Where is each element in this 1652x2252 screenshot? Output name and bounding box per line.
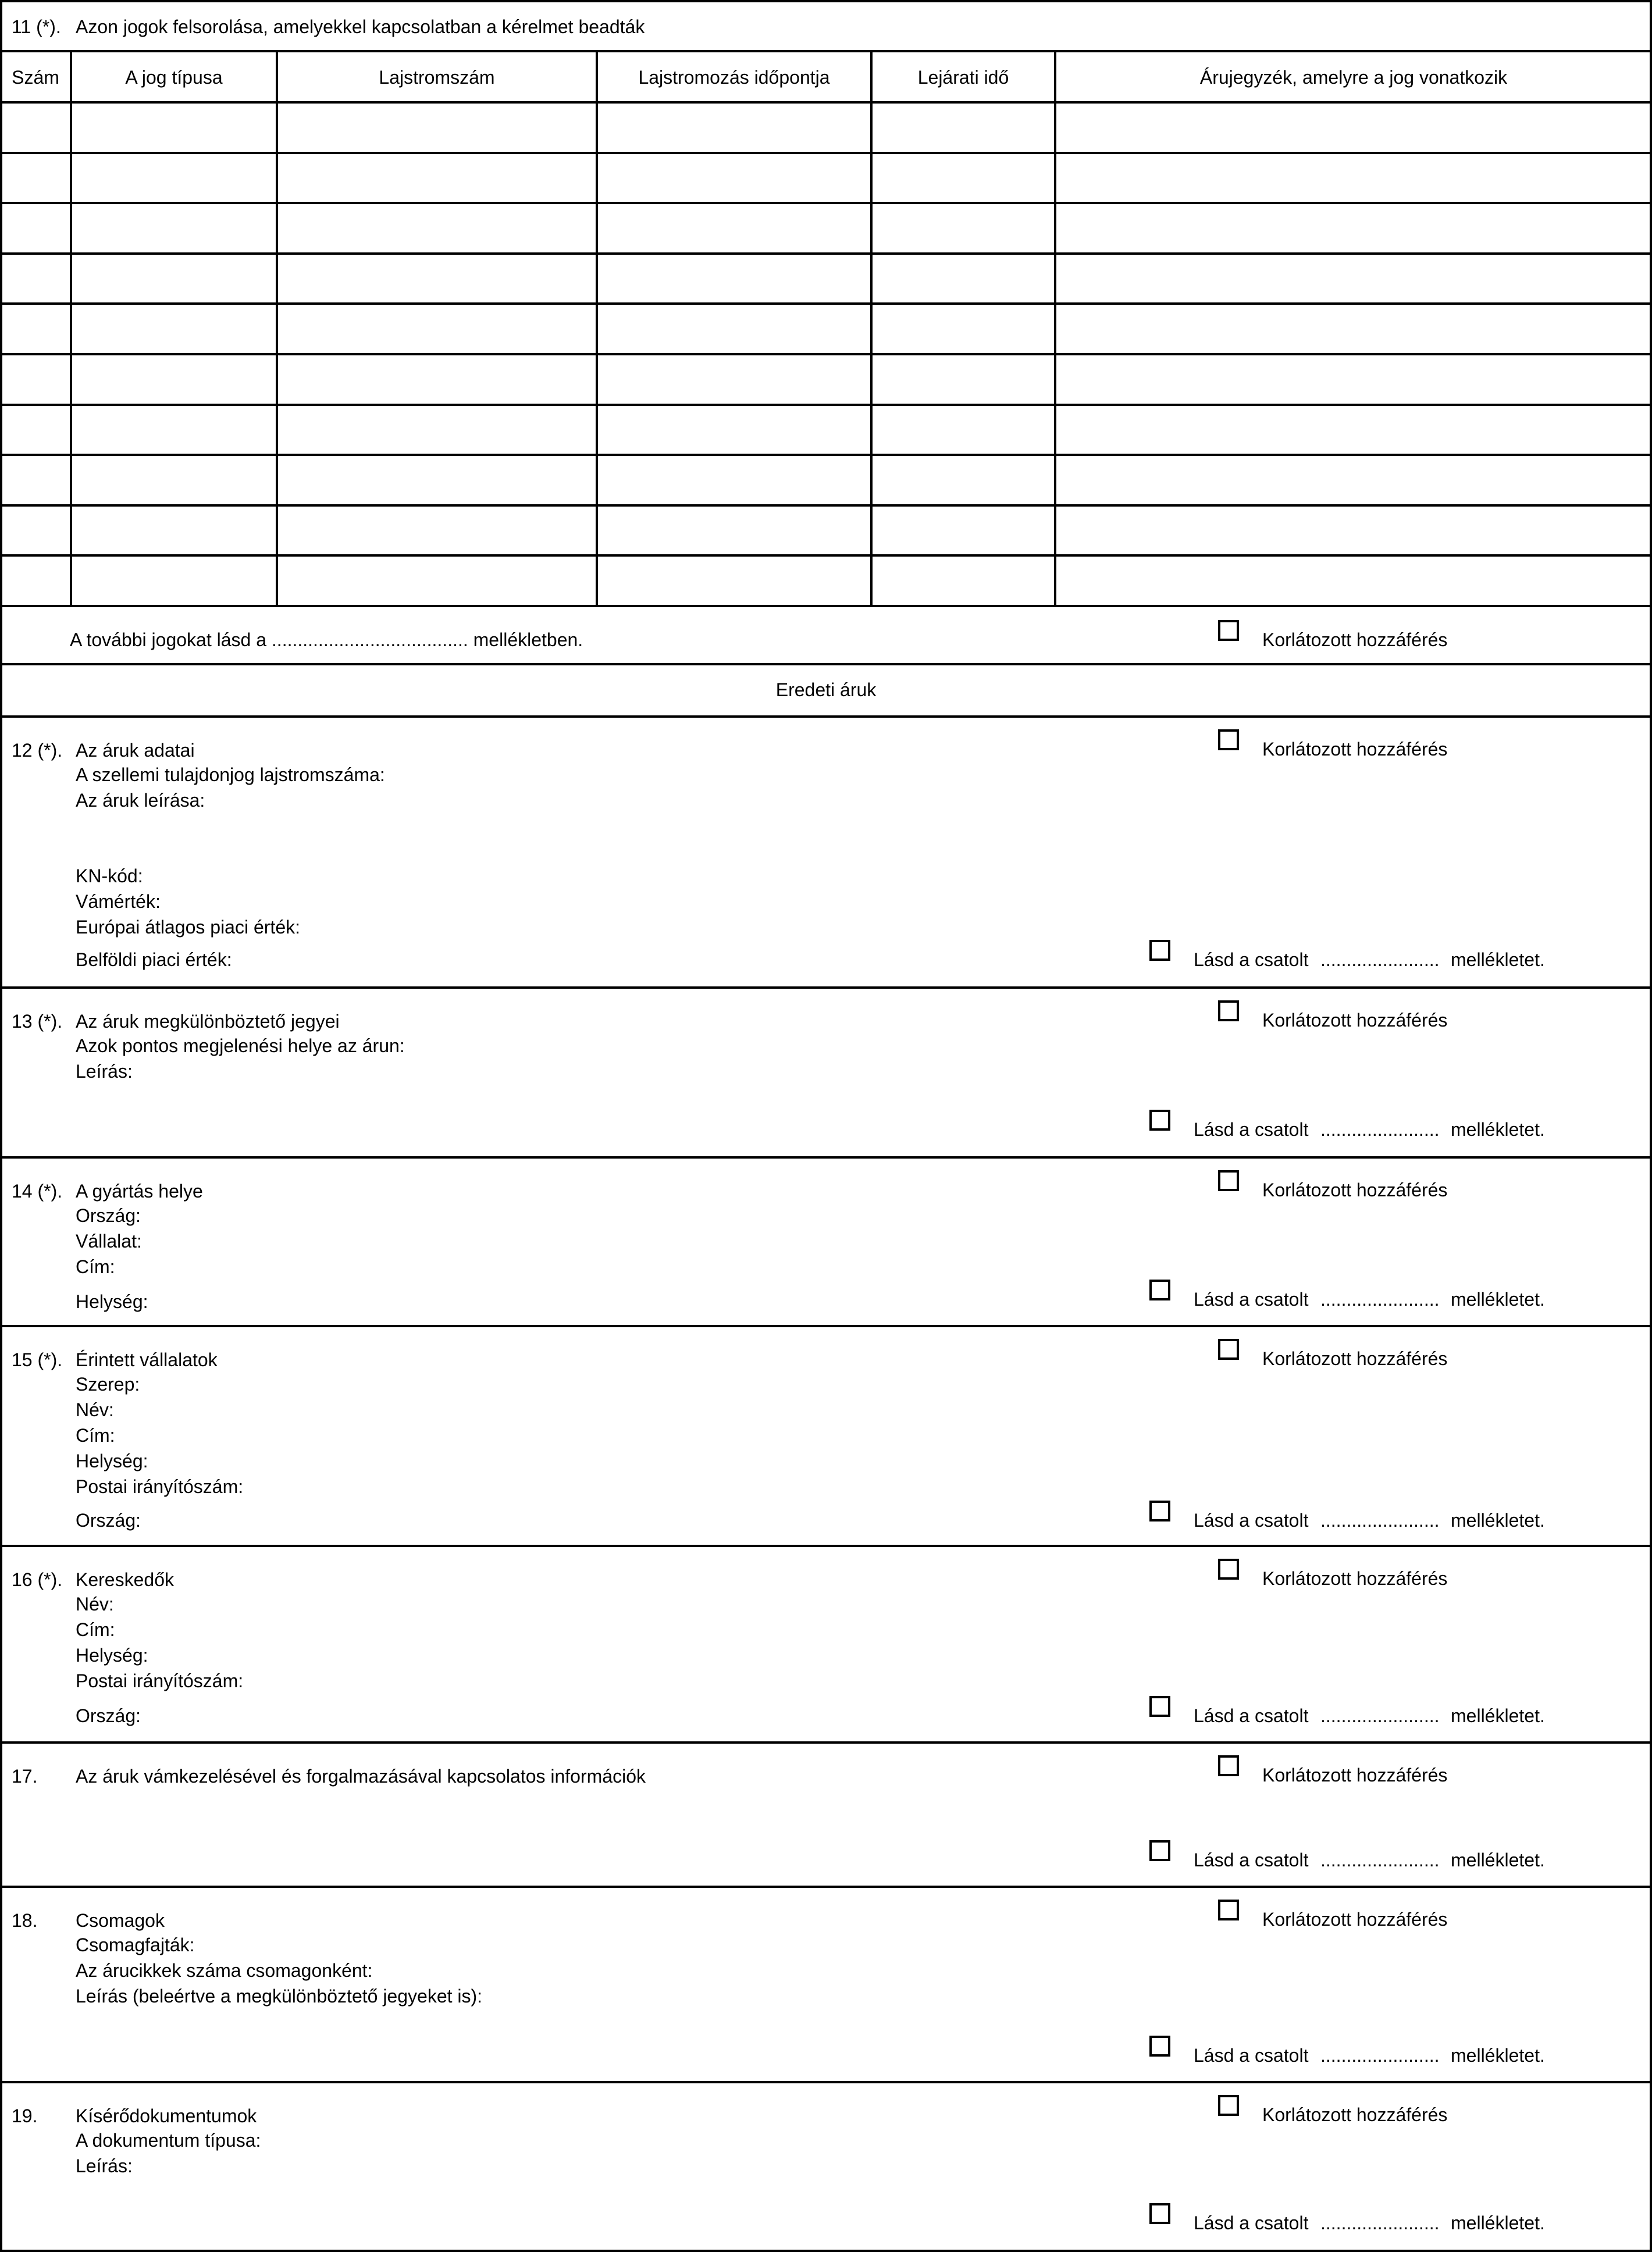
section-18-field-label: Csomagfajták: — [76, 1934, 195, 1955]
table-row — [0, 153, 1652, 203]
section-14-number: 14 (*). — [12, 1181, 63, 1202]
section-14-field-label: Vállalat: — [76, 1231, 142, 1252]
section-15-field-label: Postai irányítószám: — [76, 1476, 244, 1497]
further-rights-text: A további jogokat lásd a ...................................... mellékletben. — [70, 629, 583, 650]
section-16-field-label: Postai irányítószám: — [76, 1670, 244, 1691]
section-19-title: Kísérődokumentumok — [76, 2105, 257, 2126]
attached-annex-checkbox-12[interactable] — [1149, 940, 1170, 961]
restricted-access-checkbox-13[interactable] — [1218, 1000, 1239, 1021]
col-header-registration-date: Lajstromozás időpontja — [638, 66, 830, 88]
attached-annex-checkbox-18[interactable] — [1149, 2036, 1170, 2057]
section-15-field-label: Szerep: — [76, 1374, 140, 1395]
restricted-access-label-13: Korlátozott hozzáférés — [1262, 1010, 1448, 1031]
horizontal-rule — [0, 454, 1651, 456]
horizontal-rule — [0, 1886, 1651, 1888]
section-12-field-label: Európai átlagos piaci érték: — [76, 917, 300, 938]
horizontal-rule — [0, 302, 1651, 305]
horizontal-rule — [0, 663, 1651, 665]
section-12-field-label: Vámérték: — [76, 891, 161, 912]
restricted-access-label-12: Korlátozott hozzáférés — [1262, 739, 1448, 760]
restricted-access-checkbox-19[interactable] — [1218, 2095, 1239, 2116]
attached-annex-suffix-16: mellékletet. — [1451, 1705, 1545, 1726]
horizontal-rule — [0, 1156, 1651, 1159]
section-12-field-label: Belföldi piaci érték: — [76, 949, 232, 970]
section-14-title: A gyártás helye — [76, 1181, 203, 1202]
horizontal-rule — [0, 353, 1651, 355]
attached-annex-suffix-15: mellékletet. — [1451, 1510, 1545, 1531]
attached-annex-suffix-12: mellékletet. — [1451, 949, 1545, 970]
table-row — [0, 505, 1652, 555]
attached-annex-prefix-12: Lásd a csatolt — [1194, 949, 1309, 970]
col-header-right-type: A jog típusa — [125, 66, 223, 88]
attached-annex-suffix-17: mellékletet. — [1451, 1850, 1545, 1870]
attached-annex-suffix-13: mellékletet. — [1451, 1119, 1545, 1140]
section-15-field-label: Cím: — [76, 1425, 115, 1446]
attached-annex-checkbox-13[interactable] — [1149, 1110, 1170, 1131]
attached-annex-checkbox-14[interactable] — [1149, 1280, 1170, 1300]
horizontal-rule — [0, 504, 1651, 507]
attached-annex-checkbox-16[interactable] — [1149, 1696, 1170, 1717]
section-15-title: Érintett vállalatok — [76, 1349, 218, 1370]
restricted-access-label-19: Korlátozott hozzáférés — [1262, 2104, 1448, 2125]
table-row — [0, 304, 1652, 354]
attached-annex-dots-14: ....................... — [1320, 1289, 1440, 1310]
section-13-field-label: Leírás: — [76, 1061, 133, 1082]
section-13-number: 13 (*). — [12, 1011, 63, 1032]
horizontal-rule — [0, 715, 1651, 718]
section-15-field-label: Ország: — [76, 1510, 141, 1531]
restricted-access-label-17: Korlátozott hozzáférés — [1262, 1765, 1448, 1786]
table-row — [0, 203, 1652, 253]
table-row — [0, 354, 1652, 404]
restricted-access-checkbox-17[interactable] — [1218, 1755, 1239, 1776]
section-15-field-label: Név: — [76, 1399, 114, 1420]
col-header-number: Szám — [12, 66, 59, 88]
attached-annex-dots-18: ....................... — [1320, 2045, 1440, 2066]
restricted-access-label-18: Korlátozott hozzáférés — [1262, 1909, 1448, 1930]
attached-annex-prefix-17: Lásd a csatolt — [1194, 1850, 1309, 1870]
horizontal-rule — [0, 1325, 1651, 1327]
attached-annex-prefix-19: Lásd a csatolt — [1194, 2212, 1309, 2233]
section-11-title: Azon jogok felsorolása, amelyekkel kapcsolatban a kérelmet beadták — [76, 16, 645, 37]
horizontal-rule — [0, 554, 1651, 557]
section-16-field-label: Cím: — [76, 1619, 115, 1640]
restricted-access-label-14: Korlátozott hozzáférés — [1262, 1180, 1448, 1200]
horizontal-rule — [0, 101, 1651, 104]
attached-annex-dots-16: ....................... — [1320, 1705, 1440, 1726]
attached-annex-prefix-18: Lásd a csatolt — [1194, 2045, 1309, 2066]
restricted-access-label-11: Korlátozott hozzáférés — [1262, 629, 1448, 650]
restricted-access-label-15: Korlátozott hozzáférés — [1262, 1348, 1448, 1369]
section-15-number: 15 (*). — [12, 1349, 63, 1370]
horizontal-rule — [0, 152, 1651, 154]
horizontal-rule — [0, 404, 1651, 406]
section-16-title: Kereskedők — [76, 1569, 174, 1590]
section-16-number: 16 (*). — [12, 1569, 63, 1590]
attached-annex-prefix-13: Lásd a csatolt — [1194, 1119, 1309, 1140]
horizontal-rule — [0, 252, 1651, 255]
attached-annex-suffix-19: mellékletet. — [1451, 2212, 1545, 2233]
section-15-field-label: Helység: — [76, 1451, 148, 1471]
restricted-access-checkbox-11[interactable] — [1218, 620, 1239, 641]
section-12-number: 12 (*). — [12, 740, 63, 761]
section-14-field-label: Helység: — [76, 1291, 148, 1312]
section-14-field-label: Ország: — [76, 1205, 141, 1226]
section-18-title: Csomagok — [76, 1910, 165, 1931]
attached-annex-dots-17: ....................... — [1320, 1850, 1440, 1870]
horizontal-rule — [0, 2081, 1651, 2083]
section-19-field-label: Leírás: — [76, 2155, 133, 2176]
attached-annex-suffix-14: mellékletet. — [1451, 1289, 1545, 1310]
section-13-title: Az áruk megkülönböztető jegyei — [76, 1011, 340, 1032]
col-header-goods-list: Árujegyzék, amelyre a jog vonatkozik — [1199, 66, 1508, 88]
section-12-field-label: KN-kód: — [76, 865, 143, 886]
col-header-expiry: Lejárati idő — [917, 66, 1009, 88]
attached-annex-dots-12: ....................... — [1320, 949, 1440, 970]
col-header-registration-number: Lajstromszám — [379, 66, 495, 88]
restricted-access-checkbox-14[interactable] — [1218, 1170, 1239, 1191]
attached-annex-checkbox-17[interactable] — [1149, 1840, 1170, 1861]
section-19-field-label: A dokumentum típusa: — [76, 2130, 261, 2151]
horizontal-rule — [0, 1741, 1651, 1744]
attached-annex-dots-19: ....................... — [1320, 2212, 1440, 2233]
horizontal-rule — [0, 202, 1651, 204]
table-row — [0, 555, 1652, 605]
section-18-number: 18. — [12, 1910, 38, 1931]
restricted-access-label-16: Korlátozott hozzáférés — [1262, 1568, 1448, 1589]
section-17-number: 17. — [12, 1766, 38, 1787]
attached-annex-prefix-16: Lásd a csatolt — [1194, 1705, 1309, 1726]
table-row — [0, 455, 1652, 505]
horizontal-rule — [0, 605, 1651, 607]
horizontal-rule — [0, 50, 1651, 52]
section-17-title: Az áruk vámkezelésével és forgalmazásával kapcsolatos információk — [76, 1766, 646, 1787]
section-19-number: 19. — [12, 2105, 38, 2126]
attached-annex-suffix-18: mellékletet. — [1451, 2045, 1545, 2066]
table-row — [0, 102, 1652, 152]
section-16-field-label: Név: — [76, 1594, 114, 1615]
section-12-field-label: Az áruk leírása: — [76, 790, 205, 811]
attached-annex-dots-15: ....................... — [1320, 1510, 1440, 1531]
section-12-field-label: A szellemi tulajdonjog lajstromszáma: — [76, 764, 385, 785]
original-goods-heading: Eredeti áruk — [775, 679, 877, 700]
section-13-field-label: Azok pontos megjelenési helye az árun: — [76, 1035, 405, 1056]
restricted-access-checkbox-16[interactable] — [1218, 1559, 1239, 1580]
section-12-title: Az áruk adatai — [76, 740, 195, 761]
table-row — [0, 405, 1652, 455]
restricted-access-checkbox-15[interactable] — [1218, 1339, 1239, 1360]
table-row — [0, 254, 1652, 304]
section-18-field-label: Leírás (beleértve a megkülönböztető jegyeket is): — [76, 1986, 483, 2007]
section-11-number: 11 (*). — [12, 16, 61, 37]
horizontal-rule — [0, 986, 1651, 989]
section-16-field-label: Ország: — [76, 1705, 141, 1726]
attached-annex-prefix-14: Lásd a csatolt — [1194, 1289, 1309, 1310]
section-14-field-label: Cím: — [76, 1256, 115, 1277]
attached-annex-dots-13: ....................... — [1320, 1119, 1440, 1140]
attached-annex-checkbox-19[interactable] — [1149, 2203, 1170, 2224]
attached-annex-checkbox-15[interactable] — [1149, 1501, 1170, 1521]
restricted-access-checkbox-12[interactable] — [1218, 729, 1239, 750]
section-18-field-label: Az árucikkek száma csomagonként: — [76, 1960, 373, 1981]
horizontal-rule — [0, 1545, 1651, 1547]
section-16-field-label: Helység: — [76, 1645, 148, 1666]
restricted-access-checkbox-18[interactable] — [1218, 1900, 1239, 1920]
attached-annex-prefix-15: Lásd a csatolt — [1194, 1510, 1309, 1531]
